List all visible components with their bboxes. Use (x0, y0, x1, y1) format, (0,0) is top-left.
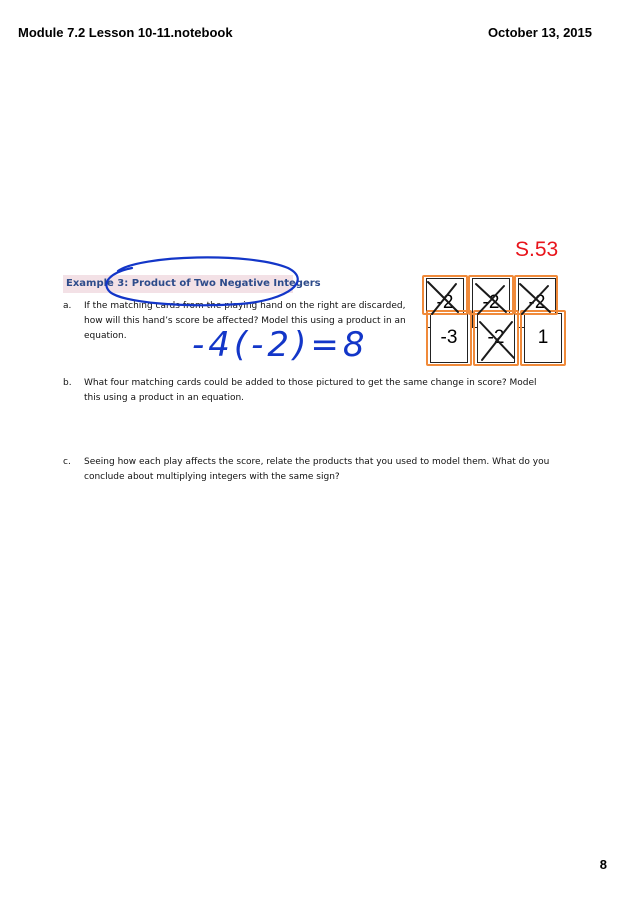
question-b-text: What four matching cards could be added to those pictured to get the same change in score? Model this using a product in an equation. (84, 378, 537, 403)
question-b-letter: b. (63, 378, 72, 388)
card-value: -2 (528, 292, 546, 313)
card-value: -2 (482, 292, 500, 313)
handwritten-answer: -4(-2)=8 (192, 325, 369, 365)
page-number: 8 (599, 857, 607, 872)
notebook-title: Module 7.2 Lesson 10-11.notebook (18, 25, 233, 40)
question-a-text: If the matching cards from the playing hand on the right are discarded, how will this hand’s score be affected? Model this using a product in an equation. (84, 301, 406, 341)
ink-cross-mark (480, 322, 514, 360)
question-c-text: Seeing how each play affects the score, relate the products that you used to model them. What do you conclude about multiplying integers with the same sign? (84, 457, 550, 482)
card-value: -2 (436, 292, 454, 313)
ink-cross-mark (476, 284, 506, 314)
card-value: -2 (487, 327, 505, 348)
question-a-letter: a. (63, 301, 72, 311)
header-date: October 13, 2015 (487, 25, 592, 40)
question-c-letter: c. (63, 457, 71, 467)
slide-reference: S.53 (515, 238, 559, 261)
card-value: 1 (537, 327, 549, 348)
example-title: Example 3: Product of Two Negative Integers (63, 275, 293, 293)
card-value: -3 (440, 327, 458, 348)
ink-oval-stroke (106, 257, 297, 305)
ink-cross-mark (428, 282, 458, 314)
ink-cross-mark (520, 284, 550, 314)
